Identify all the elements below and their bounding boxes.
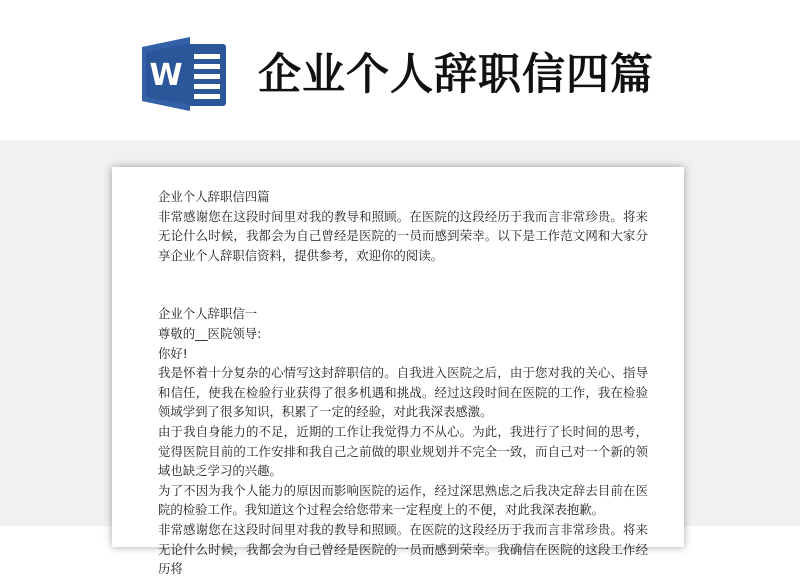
document-body [158, 187, 648, 579]
salutation: 尊敬的__医院领导: [158, 325, 262, 341]
body-paragraph: 我是怀着十分复杂的心情写这封辞职信的。自我进入医院之后，由于您对我的关心、指导和信任，使我在检验行业获得了很多机遇和挑战。经过这段时间在医院的工作，我在检验领域学到了很多知识，积累了一定的经验，对此我深表感激。 [158, 365, 648, 420]
body-paragraph: 由于我自身能力的不足，近期的工作让我觉得力不从心。为此，我进行了长时间的思考，觉得医院目前的工作安排和我自己之前做的职业规划并不完全一致，而自己对一个新的领域也缺乏学习的兴趣。 [158, 423, 648, 479]
body-paragraph: 为了不因为我个人能力的原因而影响医院的运作，经过深思熟虑之后我决定辞去目前在医院的检验工作。我知道这个过程会给您带来一定程度上的不便，对此我深表抱歉。 [158, 482, 648, 518]
body-paragraph: 非常感谢您在这段时间里对我的教导和照顾。在医院的这段经历于我而言非常珍贵。将来无论什么时候，我都会为自己曾经是医院的一员而感到荣幸。我确信在医院的这段工作经历将 [158, 521, 648, 577]
word-icon-letter: W [149, 58, 183, 93]
page-title: 企业个人辞职信四篇 [258, 50, 654, 100]
document-heading: 企业个人辞职信四篇 [158, 189, 270, 204]
header-banner [0, 0, 800, 150]
document-page [112, 167, 684, 577]
intro-paragraph: 非常感谢您在这段时间里对我的教导和照顾。在医院的这段经历于我而言非常珍贵。将来无论什么时候，我都会为自己曾经是医院的一员而感到荣幸。以下是工作范文网和大家分享企业个人辞职信资料，提供参考，欢迎你的阅读。 [158, 208, 648, 263]
letter-title: 企业个人辞职信一 [158, 306, 258, 322]
word-document-icon [142, 37, 228, 111]
greeting: 你好! [158, 345, 188, 361]
blank-space [158, 265, 648, 304]
